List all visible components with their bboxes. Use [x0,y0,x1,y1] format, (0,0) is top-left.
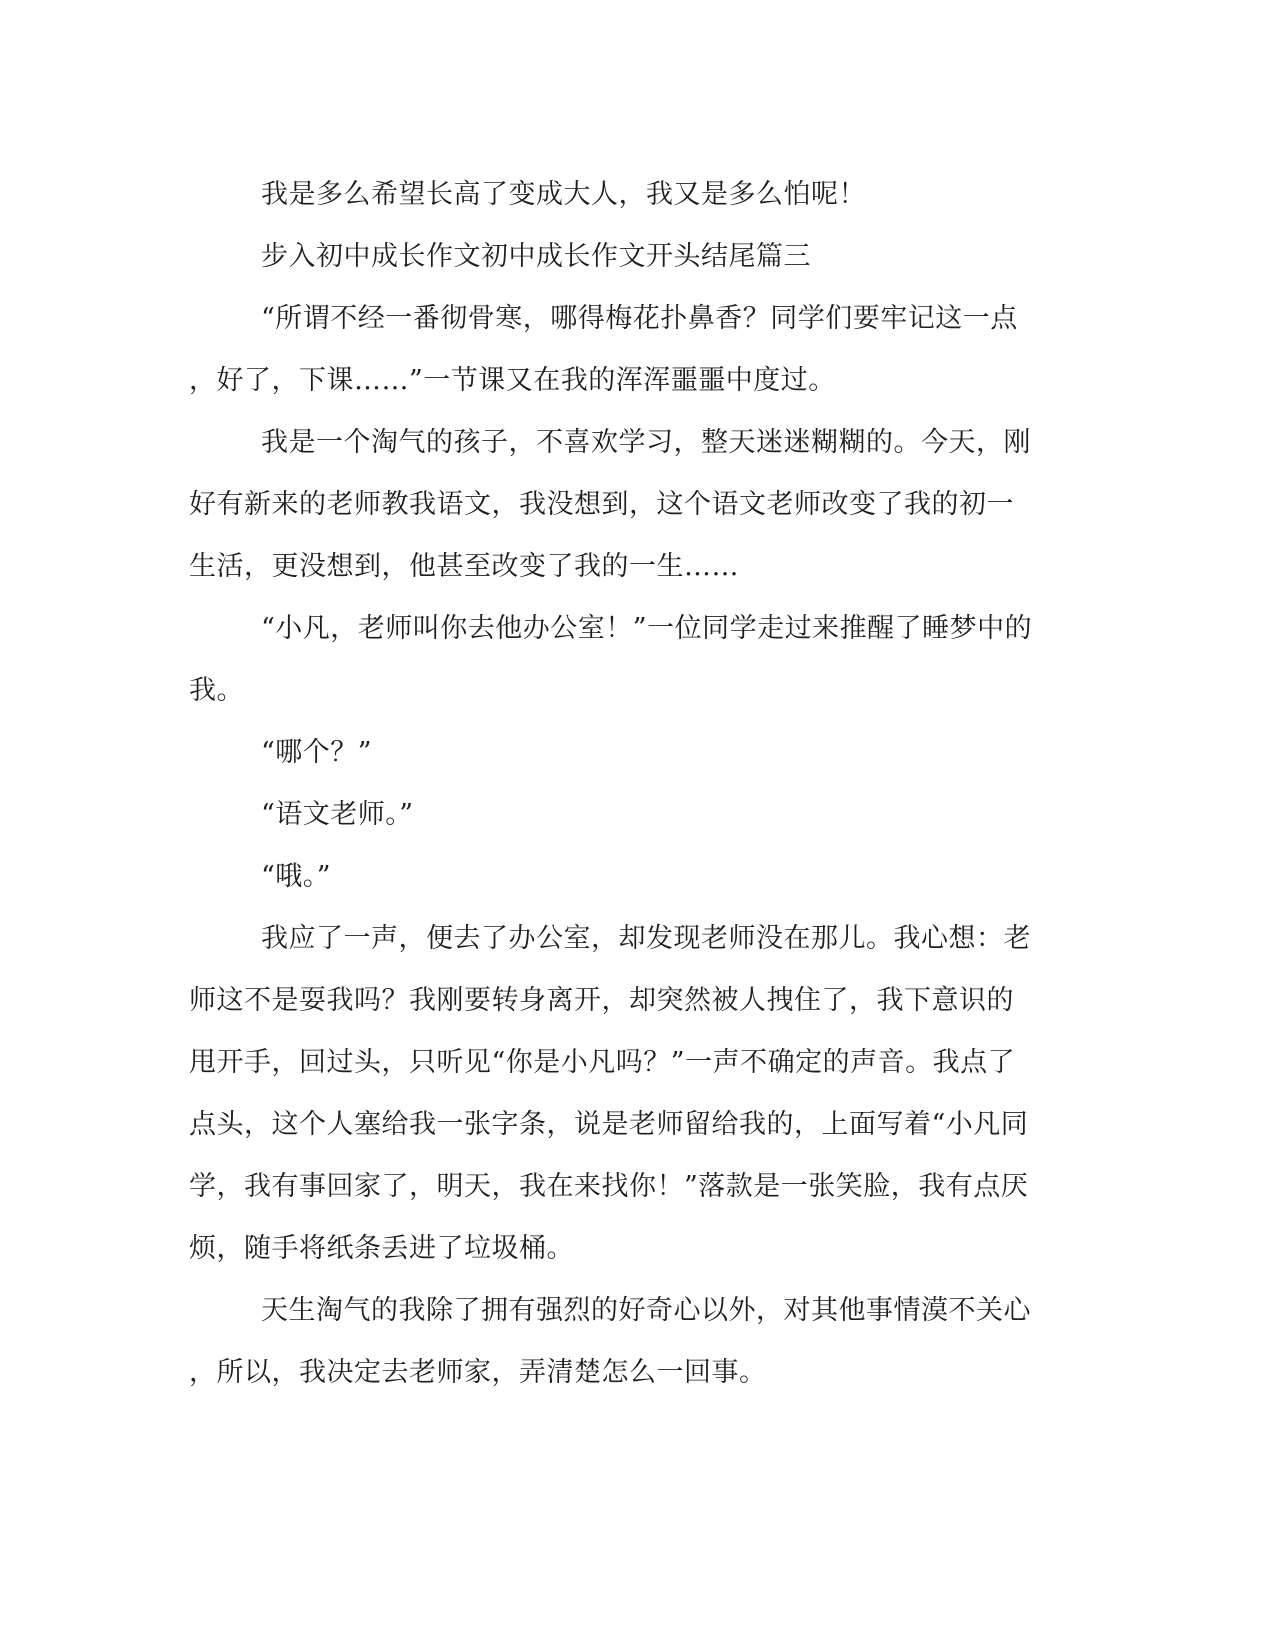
text-line: “小凡，老师叫你去他办公室！”一位同学走过来推醒了睡梦中的 [261,613,1033,644]
dialogue-line: “哪个？” [261,737,373,768]
section-heading: 步入初中成长作文初中成长作文开头结尾篇三 [261,241,811,272]
text-line: 甩开手，回过头，只听见“你是小凡吗？”一声不确定的声音。我点了 [189,1047,1016,1078]
dialogue-line: “哦。” [261,861,332,892]
text-line: 学，我有事回家了，明天，我在来找你！”落款是一张笑脸，我有点厌 [189,1171,1029,1202]
dialogue-line: “语文老师。” [261,799,414,830]
text-line: 点头，这个人塞给我一张字条，说是老师留给我的，上面写着“小凡同 [189,1109,1029,1140]
document-body [189,164,1079,1404]
text-line: 师这不是耍我吗？我刚要转身离开，却突然被人拽住了，我下意识的 [189,985,1014,1016]
text-line: ，好了，下课……”一节课又在我的浑浑噩噩中度过。 [189,365,836,396]
text-line: 好有新来的老师教我语文，我没想到，这个语文老师改变了我的初一 [189,489,1014,520]
text-line: 天生淘气的我除了拥有强烈的好奇心以外，对其他事情漠不关心 [261,1295,1031,1326]
text-line: ，所以，我决定去老师家，弄清楚怎么一回事。 [189,1357,767,1388]
text-line: 生活，更没想到，他甚至改变了我的一生…… [189,551,739,582]
text-line: 我应了一声，便去了办公室，却发现老师没在那儿。我心想：老 [261,923,1031,954]
text-line: 我是多么希望长高了变成大人，我又是多么怕呢！ [261,179,866,210]
text-line: 烦，随手将纸条丢进了垃圾桶。 [189,1233,574,1264]
text-line: 我是一个淘气的孩子，不喜欢学习，整天迷迷糊糊的。今天，刚 [261,427,1031,458]
text-line: “所谓不经一番彻骨寒，哪得梅花扑鼻香？同学们要牢记这一点 [261,303,1018,334]
text-line: 我。 [189,675,244,706]
